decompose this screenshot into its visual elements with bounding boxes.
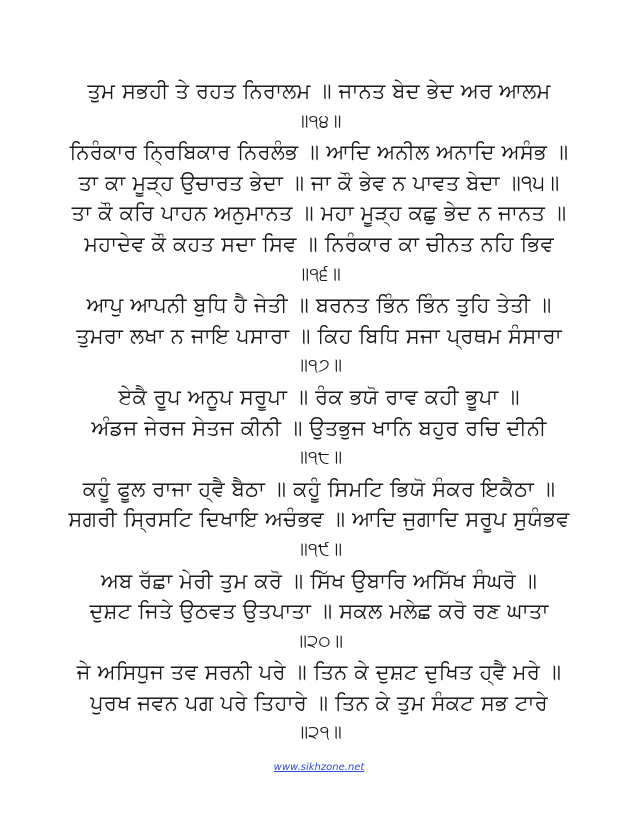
verse-number: ॥੧੬॥ xyxy=(297,263,341,285)
verse-line: ਏਕੈ ਰੂਪ ਅਨੂਪ ਸਰੂਪਾ ॥ ਰੰਕ ਭਯੋ ਰਾਵ ਕਹੀ ਭੂਪਾ ॥ xyxy=(118,384,520,409)
verse-line: ਆਪੁ ਆਪਨੀ ਬੁਧਿ ਹੈ ਜੇਤੀ ॥ ਬਰਨਤ ਭਿੰਨ ਭਿੰਨ ਤੁਹਿ ਤੇਤੀ ॥ xyxy=(86,293,552,318)
verse-line: ਪੁਰਖ ਜਵਨ ਪਗ ਪਰੇ ਤਿਹਾਰੇ ॥ ਤਿਨ ਕੇ ਤੁਮ ਸੰਕਟ ਸਭ ਟਾਰੇ xyxy=(90,690,548,715)
verse-line: ਕਹੂੰ ਫੂਲ ਰਾਜਾ ਹ੍ਵੈ ਬੈਠਾ ॥ ਕਹੂੰ ਸਿਮਟਿ ਭਿਯੋ ਸੰਕਰ ਇਕੈਠਾ ॥ xyxy=(82,476,556,501)
verse-line: ਤਾ ਕਾ ਮੂੜ੍ਹ ਉਚਾਰਤ ਭੇਦਾ ॥ ਜਾ ਕੌ ਭੇਵ ਨ ਪਾਵਤ ਬੇਦਾ ॥੧੫॥ xyxy=(78,170,560,195)
verse-number: ॥੧੯॥ xyxy=(295,538,343,560)
verse-number: ॥੧੮॥ xyxy=(295,447,343,469)
verse-line: ਦੁਸ਼ਟ ਜਿਤੇ ਉਠਵਤ ਉਤਪਾਤਾ ॥ ਸਕਲ ਮਲੇਛ ਕਰੋ ਰਣ ਘਾਤਾ xyxy=(89,599,549,624)
verse-line: ਅੰਡਜ ਜੇਰਜ ਸੇਤਜ ਕੀਨੀ ॥ ਉਤਭੁਜ ਖਾਨਿ ਬਹੁਰ ਰਚਿ ਦੀਨੀ xyxy=(91,415,547,440)
verse-line: ਜੇ ਅਸਿਧੁਜ ਤਵ ਸਰਨੀ ਪਰੇ ॥ ਤਿਨ ਕੇ ਦੁਸ਼ਟ ਦੁਖਿਤ ਹ੍ਵੈ ਮਰੇ ॥ xyxy=(76,660,562,685)
verse-line: ਮਹਾਦੇਵ ਕੌ ਕਹਤ ਸਦਾ ਸਿਵ ॥ ਨਿਰੰਕਾਰ ਕਾ ਚੀਨਤ ਨਹਿ ਭਿਵ xyxy=(84,231,554,256)
verse-number: ॥੧੭॥ xyxy=(295,355,343,377)
verse-number: ॥੧੪॥ xyxy=(296,110,342,132)
verse-line: ਸਗਰੀ ਸ੍ਰਿਸਟਿ ਦਿਖਾਇ ਅਚੰਭਵ ॥ ਆਦਿ ਜੁਗਾਦਿ ਸਰੂਪ ਸੁਯੰਭਵ xyxy=(68,507,570,532)
verse-line: ਅਬ ਰੱਛਾ ਮੇਰੀ ਤੁਮ ਕਰੋ ॥ ਸਿੱਖ ਉਬਾਰਿ ਅਸਿੱਖ ਸੰਘਰੋ ॥ xyxy=(100,568,538,593)
verse-line: ਤੁਮਰਾ ਲਖਾ ਨ ਜਾਇ ਪਸਾਰਾ ॥ ਕਿਹ ਬਿਧਿ ਸਜਾ ਪ੍ਰਥਮ ਸੰਸਾਰਾ xyxy=(76,323,562,348)
footer-link[interactable]: www.sikhzone.net xyxy=(273,762,365,773)
verse-line: ਨਿਰੰਕਾਰ ਨ੍ਰਿਬਿਕਾਰ ਨਿਰਲੰਭ ॥ ਆਦਿ ਅਨੀਲ ਅਨਾਦਿ ਅਸੰਭ ॥ xyxy=(69,140,569,165)
verse-number: ॥੨੦॥ xyxy=(294,630,344,652)
verse-block xyxy=(40,76,598,749)
verse-line: ਤਾ ਕੌ ਕਰਿ ਪਾਹਨ ਅਨੁਮਾਨਤ ॥ ਮਹਾ ਮੂੜ੍ਹ ਕਛੁ ਭੇਦ ਨ ਜਾਨਤ ॥ xyxy=(71,201,567,226)
verse-number: ॥੨੧॥ xyxy=(295,722,343,744)
verse-line: ਤੁਮ ਸਭਹੀ ਤੇ ਰਹਤ ਨਿਰਾਲਮ ॥ ਜਾਨਤ ਬੇਦ ਭੇਦ ਅਰ ਆਲਮ xyxy=(87,79,551,103)
